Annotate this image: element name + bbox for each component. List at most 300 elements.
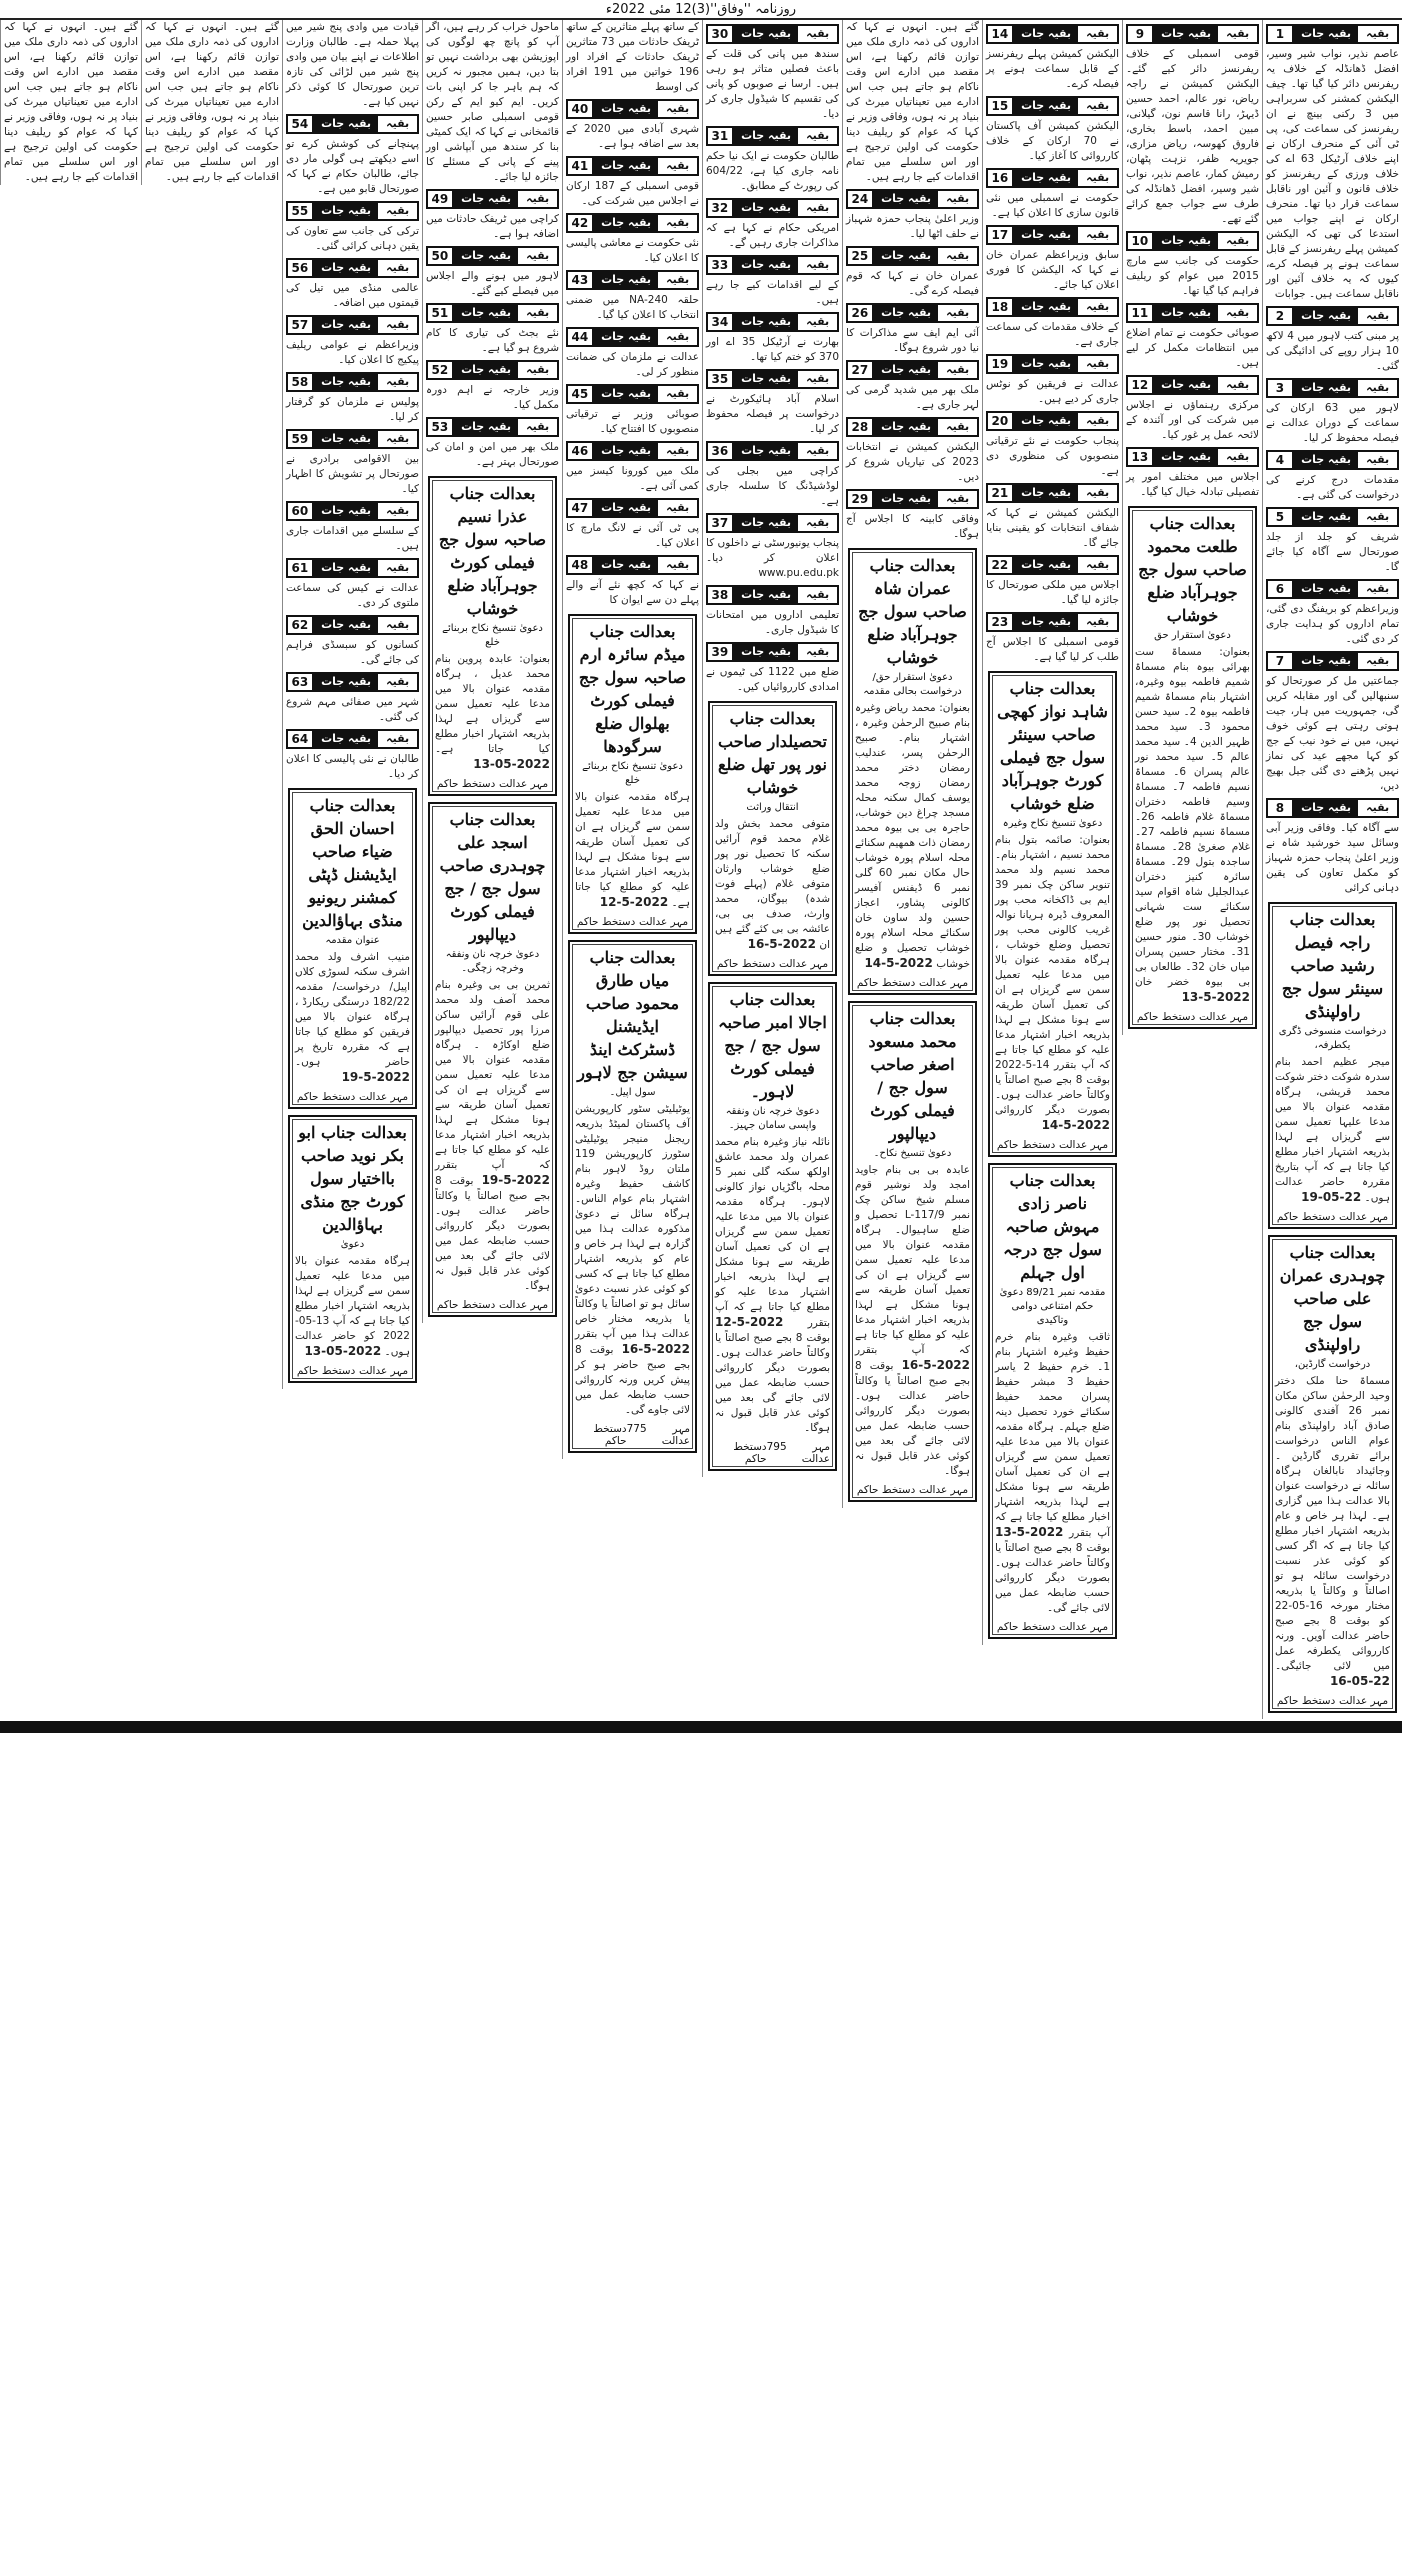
judge-signature-label: دستخط حاکم [576, 916, 636, 928]
continuation-text: تعلیمی اداروں میں امتحانات کا شیڈول جاری۔ [706, 609, 839, 636]
continued-label: بقیہ [798, 200, 837, 216]
continuations-label: بقیہ جات [1154, 305, 1219, 321]
court-notice-tehsildar [708, 701, 837, 976]
continued-label: بقیہ [1218, 26, 1257, 42]
court-notice-case-type: مقدمہ نمبر 89/21 دعویٰ حکم امتناعی دوامی وتاکیدی [999, 1287, 1106, 1326]
court-notice-date: 13-05-2022 [473, 757, 550, 771]
continuations-label: بقیہ جات [734, 644, 799, 660]
judge-signature-label: دستخط حاکم [996, 1139, 1056, 1151]
continuations-label: بقیہ جات [874, 362, 939, 378]
continuation-text: طالبان حکومت نے ایک نیا حکم نامہ جاری کیا ہے، 604/22 کی رپورٹ کے مطابق۔ [706, 150, 839, 192]
continued-label: بقیہ [378, 260, 417, 276]
court-notice-signature [855, 977, 970, 989]
continued-label: بقیہ [798, 314, 837, 330]
continuation-number: 30 [708, 26, 734, 42]
continued-label: بقیہ [1078, 26, 1117, 42]
court-notice-title: بعدالت جناب محمد مسعود اصغر صاحب سول جج / فیملی کورٹ دیپالپور [868, 1009, 957, 1143]
continuations-label: بقیہ جات [454, 248, 519, 264]
continuation-block [426, 303, 559, 356]
continued-label: بقیہ [1358, 653, 1397, 669]
continuation-text: آئی ایم ایف سے مذاکرات کا نیا دور شروع ہوگا۔ [846, 327, 979, 354]
continuation-text: قومی اسمبلی کا اجلاس آج طلب کر لیا گیا ہے۔ [986, 636, 1119, 663]
continuation-number: 63 [288, 674, 314, 690]
continuation-header [986, 297, 1119, 317]
continuations-label: بقیہ جات [314, 431, 379, 447]
continuations-label: بقیہ جات [734, 587, 799, 603]
continuation-number: 52 [428, 362, 454, 378]
continuation-text: کسانوں کو سبسڈی فراہم کی جائے گی۔ [286, 639, 419, 666]
continuations-label: بقیہ جات [1154, 449, 1219, 465]
continuations-label: بقیہ جات [874, 419, 939, 435]
continuation-header [566, 327, 699, 347]
continued-label: بقیہ [658, 158, 697, 174]
continuation-number: 26 [848, 305, 874, 321]
continuation-header [426, 303, 559, 323]
continuation-block [286, 615, 419, 668]
continued-label: بقیہ [658, 500, 697, 516]
continuation-header [706, 513, 839, 533]
continuation-header [1266, 306, 1399, 326]
continuation-number: 42 [568, 215, 594, 231]
continuation-header [286, 729, 419, 749]
continued-label: بقیہ [378, 374, 417, 390]
court-notice-title: بعدالت جناب میڈم سائرہ ارم صاحبہ سول جج فیملی کورٹ بھلوال ضلع سرگودھا [578, 622, 687, 756]
continuation-header [706, 126, 839, 146]
continuation-number: 35 [708, 371, 734, 387]
judge-signature-label: دستخط حاکم [856, 1484, 916, 1496]
continuation-text: وزیر اعلیٰ پنجاب حمزہ شہباز نے حلف اٹھا لیا۔ [846, 213, 979, 240]
continuation-header [846, 303, 979, 323]
judge-signature-label: دستخط حاکم [296, 1091, 356, 1103]
continuation-header [566, 441, 699, 461]
continued-label: بقیہ [378, 503, 417, 519]
court-notice-signature [435, 778, 550, 790]
continuation-header [706, 369, 839, 389]
masthead [0, 0, 1402, 20]
continuation-header [986, 411, 1119, 431]
court-notice-ujala-amber [708, 982, 837, 1471]
continuation-header [426, 189, 559, 209]
continuations-label: بقیہ جات [874, 305, 939, 321]
court-notice-signature [295, 1365, 410, 1377]
continuation-block [986, 297, 1119, 350]
court-notice-date: 12-5-2022 [599, 895, 669, 909]
continuation-block [1266, 306, 1399, 374]
continuation-text: کراچی میں بجلی کی لوڈشیڈنگ کا سلسلہ جاری ہے۔ [706, 465, 839, 507]
continuation-text: شہری آبادی میں 2020 کے بعد سے اضافہ ہوا ہے۔ [566, 123, 699, 150]
continuation-number: 41 [568, 158, 594, 174]
continued-label: بقیہ [1358, 380, 1397, 396]
continuations-label: بقیہ جات [594, 443, 659, 459]
continuation-number: 21 [988, 485, 1014, 501]
continuation-header [1266, 450, 1399, 470]
continuations-label: بقیہ جات [314, 674, 379, 690]
court-notice-case-type: دعویٰ خرچہ نان ونفقہ واپسی سامان جہیز۔ [725, 1106, 820, 1131]
continuation-header [566, 384, 699, 404]
continuation-header [1126, 447, 1259, 467]
continued-label: بقیہ [378, 617, 417, 633]
column-7 [422, 20, 562, 1323]
column-3 [982, 20, 1122, 1645]
continuation-text: سابق وزیراعظم عمران خان نے کہا کہ الیکشن کا فوری اعلان کیا جائے۔ [986, 249, 1119, 291]
court-notice-title: بعدالت جناب چوہدری عمران علی صاحب سول جج راولپنڈی [1279, 1243, 1386, 1354]
continuation-header [1126, 24, 1259, 44]
continued-label: بقیہ [1078, 227, 1117, 243]
continuation-number: 58 [288, 374, 314, 390]
continuation-header [986, 225, 1119, 245]
continuation-text: کے سلسلے میں اقدامات جاری ہیں۔ [286, 525, 419, 552]
continuation-number: 24 [848, 191, 874, 207]
court-notice-closing: بوقت 8 بجے صبح اصالتاً یا وکالتاً حاضر عدالت ہوں۔ بصورت دیگر کارروائی حسب ضابطہ عمل میں لائی جائے گی۔ [995, 1542, 1110, 1614]
continuation-block [286, 501, 419, 554]
continuations-label: بقیہ جات [594, 272, 659, 288]
court-notice-masood-asghar [848, 1001, 977, 1502]
continuation-text: لاہور میں 63 ارکان کی سماعت کے دوران عدالت نے فیصلہ محفوظ کر لیا۔ [1266, 402, 1399, 444]
court-seal-label: مہر عدالت [1339, 1211, 1389, 1223]
continued-label: بقیہ [378, 560, 417, 576]
court-notice-date: 16-5-2022 [901, 1358, 970, 1372]
continued-label: بقیہ [1218, 449, 1257, 465]
continuations-label: بقیہ جات [1014, 557, 1079, 573]
continuation-number: 31 [708, 128, 734, 144]
continuation-block [706, 198, 839, 251]
judge-signature-label: دستخط حاکم [436, 1299, 496, 1311]
masthead-title: روزنامہ ''وفاق''(3)12 مئی 2022ء [605, 2, 797, 17]
court-notice-signature [295, 1091, 410, 1103]
continuation-block [566, 270, 699, 323]
continuation-text: الیکشن کمیشن نے انتخابات 2023 کی تیاریاں شروع کر دیں۔ [846, 441, 979, 483]
court-seal-label: مہر عدالت [1059, 1139, 1109, 1151]
continuation-block [566, 384, 699, 437]
continued-label: بقیہ [658, 329, 697, 345]
continuation-header [1266, 507, 1399, 527]
continued-label: بقیہ [1078, 485, 1117, 501]
court-notice-case-type: دعویٰ [340, 1239, 365, 1250]
continuation-number: 20 [988, 413, 1014, 429]
court-notice-body: مسماۃ حنا ملک دختر وحید الرحمٰن ساکن مکان نمبر 26 آفندی کالونی صادق آباد راولپنڈی بنام عوام الناس درخواست برائے تقرری گارڈین ۔ وجائیداد نابالغان ہرگاہ سائلہ نے درخواست عنوان بالا عدالت ہذا میں گزاری ہے۔ لہذا ہر خاص و عام بذریعہ اشتہار اخبار مطلع کیا جاتا ہے کہ اگر کسی کو کوئی عذر نسبت درخواست سائلہ ہو تو اصالتاً و وکالتاً یا بذریعہ مختار مورخہ 16-05-22 کو بوقت 8 بجے صبح حاضر عدالت آویں۔ ورنہ کارروائی یکطرفہ عمل میں لائی جائیگی۔ 16-05-22 [1275, 1375, 1391, 1688]
continuations-label: بقیہ جات [1154, 233, 1219, 249]
continuation-number: 33 [708, 257, 734, 273]
continuation-number: 57 [288, 317, 314, 333]
continuations-label: بقیہ جات [1294, 380, 1359, 396]
continuation-header [286, 558, 419, 578]
continued-label: بقیہ [798, 587, 837, 603]
continuation-header [426, 417, 559, 437]
continuation-number: 4 [1268, 452, 1294, 468]
continuation-block [706, 642, 839, 695]
article-text: کے ساتھ پہلے متاثرین کے ساتھ ٹریفک حادثات میں 73 متاثرین ٹریفک حادثات کے افراد اور 196 خواتین میں 191 افراد کی اوسط [566, 21, 699, 93]
continued-label: بقیہ [1358, 26, 1397, 42]
continuation-text: ترکی کی جانب سے تعاون کی یقین دہانی کرائی گئی۔ [286, 225, 419, 252]
continuation-block [286, 672, 419, 725]
column-9 [141, 20, 282, 185]
continuation-number: 7 [1268, 653, 1294, 669]
continuation-header [566, 498, 699, 518]
continuation-text: حکومت کی جانب سے مارچ 2015 میں عوام کو ریلیف فراہم کیا گیا تھا۔ [1126, 255, 1259, 297]
continuation-number: 47 [568, 500, 594, 516]
continued-label: بقیہ [1358, 800, 1397, 816]
court-notice-title: بعدالت جناب احسان الحق ضیاء صاحب ایڈیشنل ڈپٹی کمشنر ریونیو منڈی بہاؤالدین [302, 796, 403, 930]
continuations-label: بقیہ جات [874, 491, 939, 507]
continuation-block [286, 429, 419, 497]
continuation-block [846, 303, 979, 356]
continuation-block [1266, 507, 1399, 575]
continued-label: بقیہ [938, 362, 977, 378]
continuation-number: 9 [1128, 26, 1154, 42]
continuations-label: بقیہ جات [314, 617, 379, 633]
continued-label: بقیہ [1358, 452, 1397, 468]
continuation-text: اجلاس میں ملکی صورتحال کا جائزہ لیا گیا۔ [986, 579, 1119, 606]
continuation-header [1126, 375, 1259, 395]
continued-label: بقیہ [518, 362, 557, 378]
continued-label: بقیہ [1218, 233, 1257, 249]
court-notice-body: بعنوان: صائمہ بتول بنام محمد نسیم ، اشتہار بنام۔ محمد نسیم ولد محمد تنویر ساکن چک نمبر 39 ایم بی ڈاکخانہ محب پور المعروف ڈیرہ ہریانا نوالہ غریب کالونی محب پور تحصیل وضلع خوشاب ، ہرگاہ مقدمہ عنوان بالا میں مدعا علیہ تعمیل سمن سے گریزاں ہے ان کی تعمیل آسان طریقہ سے ہونا مشکل ہے لہذا بذریعہ اخبار اشتہار مدعا علیہ کو مطلع کیا جاتا ہے کہ آپ بتقرر 14-5-2022 بوقت 8 بجے صبح اصالتاً یا وکالتاً حاضر عدالت ہوں۔ بصورت دیگر کارروائی 14-5-2022 [995, 834, 1110, 1132]
continuation-block [1126, 375, 1259, 443]
continuation-number: 49 [428, 191, 454, 207]
continuation-text: شریف کو جلد از جلد صورتحال سے آگاہ کیا جائے گا۔ [1266, 531, 1399, 573]
continuation-block [846, 417, 979, 485]
continuation-block [1266, 378, 1399, 446]
continuation-text: مرکزی رہنماؤں نے اجلاس میں شرکت کی اور آئندہ کے لائحہ عمل پر غور کیا۔ [1126, 399, 1259, 441]
continuation-header [846, 246, 979, 266]
continuation-text: الیکشن کمیشن آف پاکستان نے 70 ارکان کے خلاف کارروائی کا آغاز کیا۔ [986, 120, 1119, 162]
continued-label: بقیہ [658, 101, 697, 117]
continuation-text: نے کہا کہ کچھ نئے آنے والے پہلے دن سے ایوان کا [566, 579, 699, 606]
continuation-header [1126, 303, 1259, 323]
continuations-label: بقیہ جات [1294, 800, 1359, 816]
continuations-label: بقیہ جات [1014, 98, 1079, 114]
court-seal-label: مہر عدالت [1339, 1695, 1389, 1707]
court-notice-closing: بوقت 8 بجے صبح اصالتاً یا وکالتاً حاضر عدالت ہوں۔ بصورت دیگر کارروائی حسب ضابطہ عمل میں لائی جائے گی بعد میں کوئی عذر قابل قبول نہ ہوگا۔ [435, 1175, 550, 1292]
continuation-text: صوبائی وزیر نے ترقیاتی منصوبوں کا افتتاح کیا۔ [566, 408, 699, 435]
article-text: قیادت میں وادی پنج شیر میں پہلا حملہ ہے۔ طالبان وزارت اطلاعات نے اپنے بیان میں وادی پنج شیر میں لڑائی کی تازہ ترین صورتحال کا کوئی ذکر نہیں کیا ہے۔ [286, 21, 419, 108]
continuation-block [1126, 447, 1259, 500]
court-notice-date: 19-5-2022 [481, 1173, 550, 1187]
court-notice-date: 19-05-22 [1301, 1190, 1362, 1204]
continuation-header [286, 315, 419, 335]
continuation-text: سے آگاہ کیا۔ وفاقی وزیر آبی وسائل سید خورشید شاہ نے وزیر اعلیٰ پنجاب حمزہ شہباز کو مکمل تعاون کی یقین دہانی کرائی [1266, 822, 1399, 894]
continuations-label: بقیہ جات [314, 260, 379, 276]
continuation-block [846, 360, 979, 413]
continuation-text: الیکشن کمیشن نے کہا کہ شفاف انتخابات کو یقینی بنایا جائے گا۔ [986, 507, 1119, 549]
continued-label: بقیہ [658, 272, 697, 288]
continuation-number: 54 [288, 116, 314, 132]
continuation-block [986, 168, 1119, 221]
court-notice-signature [435, 1299, 550, 1311]
continuation-number: 53 [428, 419, 454, 435]
continuation-header [1266, 651, 1399, 671]
court-notice-case-type: دعویٰ تنسیخ نکاح بربنائے خلع [442, 623, 543, 648]
continued-label: بقیہ [798, 443, 837, 459]
continuations-label: بقیہ جات [1014, 170, 1079, 186]
continuation-block [846, 246, 979, 299]
continuation-number: 37 [708, 515, 734, 531]
court-seal-label: مہر عدالت [499, 1299, 549, 1311]
continuation-number: 23 [988, 614, 1014, 630]
continuation-number: 64 [288, 731, 314, 747]
court-notice-title: بعدالت جناب میاں طارق محمود صاحب ایڈیشنل ڈسٹرکٹ اینڈ سیشن جج لاہور [577, 948, 688, 1082]
continued-label: بقیہ [378, 317, 417, 333]
court-notice-closing: بوقت 8 بجے صبح حاضر ہو کر پیش کریں ورنہ کارروائی حسب ضابطہ عمل میں لائی جاوے گی۔ [575, 1344, 690, 1416]
court-notice-signature [715, 1441, 830, 1465]
court-notice-body: ثمرین بی بی وغیرہ بنام محمد آصف ولد محمد علی قوم آرائیں ساکن مرزا پور تحصیل دیپالپور ضلع اوکاڑہ ۔ ہرگاہ مقدمہ عنوان بالا میں مدعا علیہ تعمیل سمن سے گریزاں ہے ان کی تعمیل آسان طریقہ سے ہونا مشکل ہے لہذا بذریعہ اخبار اشتہار مدعا علیہ کو مطلع کیا جاتا ہے کہ آپ بتقرر 19-5-2022 بوقت 8 بجے صبح اصالتاً یا وکالتاً حاضر عدالت ہوں۔ بصورت دیگر کارروائی حسب ضابطہ عمل میں لائی جائے گی بعد میں کوئی عذر قابل قبول نہ ہوگا۔ [435, 979, 550, 1292]
continuations-label: بقیہ جات [734, 200, 799, 216]
continuations-label: بقیہ جات [1294, 509, 1359, 525]
continuation-text: قومی اسمبلی کے خلاف ریفرنسز دائر کیے گئے۔ الیکشن کمیشن نے راجہ ریاض، نور عالم، احمد حسین ڈیہڑ، رانا قاسم نون، گیلانی، مبین احمد، باسط بخاری، فاروق کھوسہ، ریاض مزاری، جویریہ ظفر، نزہت پٹھان، رمیش کمار، عاصم نذیر، نواب شیر وسیر، افضل ڈھانڈلہ کی طرف سے جواب جمع کرائے گئے تھے۔ [1126, 48, 1259, 225]
court-notice-body: ہرگاہ مقدمہ عنوان بالا میں مدعا علیہ تعمیل سمن سے گریزاں ہے ان کی تعمیل آسان طریقہ سے ہونا مشکل ہے لہذا بذریعہ اخبار اشتہار مدعا علیہ کو مطلع کیا جاتا ہے۔ 12-5-2022 [575, 791, 690, 909]
continuations-label: بقیہ جات [454, 305, 519, 321]
continuations-label: بقیہ جات [314, 203, 379, 219]
continuation-number: 44 [568, 329, 594, 345]
continuation-number: 10 [1128, 233, 1154, 249]
continuation-block [1126, 231, 1259, 299]
column-8 [282, 20, 422, 1389]
continuation-text: نئے بجٹ کی تیاری کا کام شروع ہو گیا ہے۔ [426, 327, 559, 354]
continued-label: بقیہ [938, 191, 977, 207]
continuations-label: بقیہ جات [314, 503, 379, 519]
continuation-text: بھارت نے آرٹیکل 35 اے اور 370 کو ختم کیا تھا۔ [706, 336, 839, 363]
continuation-text: عمران خان نے کہا کہ قوم فیصلہ کرے گی۔ [846, 270, 979, 297]
continuation-number: 18 [988, 299, 1014, 315]
continuation-block [706, 513, 839, 581]
court-notice-title: بعدالت جناب عذرا نسیم صاحبہ سول جج فیملی کورٹ جوہرآباد ضلع خوشاب [438, 484, 547, 618]
court-notice-case-type: دعویٰ تنسیخ نکاح بربنائے خلع [582, 761, 683, 786]
continuation-text: پہنچانے کی کوشش کرے تو اسے دیکھتے ہی گولی مار دی جائے، طالبان حکام نے کہا کہ صورتحال قابو میں ہے۔ [286, 138, 419, 195]
continuation-block [566, 441, 699, 494]
continuation-block [286, 258, 419, 311]
continuation-text: صوبائی حکومت نے تمام اضلاع میں انتظامات مکمل کر لیے ہیں۔ [1126, 327, 1259, 369]
court-notice-title: بعدالت جناب اسجد علی چوہدری صاحب سول جج / جج فیملی کورٹ دیپالپور [439, 810, 546, 944]
continuations-label: بقیہ جات [594, 329, 659, 345]
continuations-label: بقیہ جات [1014, 485, 1079, 501]
continuations-label: بقیہ جات [314, 560, 379, 576]
continuation-text: عاصم نذیر، نواب شیر وسیر، افضل ڈھانڈلہ کے خلاف یہ ریفرنس دائر کیا گیا تھا۔ چیف الیکشن کمشنر کی سربراہی میں 3 رکنی بینچ نے ان ریفرنسز کی سماعت کی، پی ٹی آئی کے منحرف ارکان نے اپنے خلاف آرٹیکل 63 اے کی خلاف ورزی کے ریفرنسز کو خلاف قانون و آئین اور ناقابل سماعت قرار دیا تھا۔ منحرف ارکان نے اپنے جواب میں استدعا کی تھی کہ الیکشن کمیشن پہلے ریفرنسز کے قابل سماعت ہونے پر فیصلہ کرے، کیوں کہ یہ خلاف آئین اور ناقابل سماعت ہیں۔ جوابات [1266, 48, 1399, 300]
continuations-label: بقیہ جات [1294, 308, 1359, 324]
court-notice-body: بعنوان: عابدہ پروین بنام محمد عدیل ، ہرگاہ مقدمہ عنوان بالا میں مدعا علیہ تعمیل سمن سے گریزاں ہے لہذا بذریعہ اشتہار اخبار مطلع کیا جاتا ہے۔ 13-05-2022 [435, 653, 550, 771]
continuation-number: 45 [568, 386, 594, 402]
continued-label: بقیہ [378, 431, 417, 447]
court-notice-shahid-nawaz [988, 671, 1117, 1157]
court-notice-signature [575, 916, 690, 928]
continuations-label: بقیہ جات [734, 257, 799, 273]
court-notice-case-type: دعویٰ تنسیخ نکاح وغیرہ [1002, 818, 1103, 829]
continuation-number: 29 [848, 491, 874, 507]
continuation-header [286, 114, 419, 134]
continuation-number: 55 [288, 203, 314, 219]
continuation-text: ضلع میں 1122 کی ٹیموں نے امدادی کارروائیاں کیں۔ [706, 666, 839, 693]
column-6 [562, 20, 702, 1459]
continuations-label: بقیہ جات [594, 557, 659, 573]
court-notice-title: بعدالت جناب تحصیلدار صاحب نور پور تھل ضلع خوشاب [718, 709, 827, 797]
continuations-label: بقیہ جات [734, 314, 799, 330]
court-seal-label: مہر عدالت [1059, 1621, 1109, 1633]
continuations-label: بقیہ جات [594, 101, 659, 117]
article-text: گئے ہیں۔ انہوں نے کہا کہ اداروں کی ذمہ داری ملک میں توازن قائم رکھنا ہے، اس مقصد میں ادارے اس وقت ناکام ہو جاتے ہیں جب اس ادارے میں تعیناتیاں میرٹ کی بنیاد پر نہ ہوں، وفاقی وزیر نے کہا کہ عوام کو ریلیف دینا حکومت کی اولین ترجیح ہے اور اس سلسلے میں تمام اقدامات کیے جا رہے ہیں۔ [846, 21, 979, 183]
continuation-text: طالبان نے نئی پالیسی کا اعلان کر دیا۔ [286, 753, 419, 780]
court-notice-talat-mehmood [1128, 506, 1257, 1029]
continuation-header [706, 312, 839, 332]
continuation-header [286, 501, 419, 521]
continuation-block [706, 441, 839, 509]
continuation-number: 28 [848, 419, 874, 435]
continuation-number: 32 [708, 200, 734, 216]
court-notice-body: یوٹیلیٹی سٹور کارپوریشن آف پاکستان لمیٹڈ بذریعہ ریجنل منیجر یوٹیلیٹی سٹورز کارپوریشن 119 ملتان روڈ لاہور بنام کاشف حفیظ وغیرہ اشتہار بنام عوام الناس۔ ہرگاہ سائل نے دعویٰ مذکورہ عدالت ہذا میں گزارہ ہے لہذا ہر خاص و عام کو بذریعہ اشتہار مطلع کیا جاتا ہے کہ کسی کو کوئی عذر نسبت دعویٰ سائل ہو تو اصالتاً یا وکالتاً یا بذریعہ مختار خاص عدالت ہذا میں آپ بتقرر 16-5-2022 بوقت 8 بجے صبح حاضر ہو کر پیش کریں ورنہ کارروائی حسب ضابطہ عمل میں لائی جاوے گی۔ [575, 1103, 690, 1416]
continuation-header [1266, 378, 1399, 398]
court-notice-zahid-nawaz-mandi [288, 1115, 417, 1383]
continued-label: بقیہ [938, 491, 977, 507]
continuation-header [286, 201, 419, 221]
continuation-block [286, 372, 419, 425]
continuation-number: 6 [1268, 581, 1294, 597]
column-2 [1122, 20, 1262, 1035]
continuation-block [706, 312, 839, 365]
court-notice-title: بعدالت جناب اجالا امبر صاحبہ سول جج / جج فیملی کورٹ لاہور۔ [718, 990, 827, 1101]
continuation-text: عالمی منڈی میں تیل کی قیمتوں میں اضافہ۔ [286, 282, 419, 309]
continuation-text: قومی اسمبلی کے 187 ارکان نے اجلاس میں شرکت کی۔ [566, 180, 699, 207]
continuation-number: 17 [988, 227, 1014, 243]
continuation-number: 13 [1128, 449, 1154, 465]
continuation-header [286, 672, 419, 692]
court-notice-body: بعنوان: مسماۃ ست بھرائی بیوہ بنام مسماۃ شمیم فاطمہ بیوہ وغیرہ، اشتہار بنام مسماۃ شمیم فاطمہ بیوہ 2۔ سید حسن محمود 3۔ سید محمد ظہیر الدین 4۔ سید محمد عالم 5۔ سید محمد نور عالم پسران 6۔ مسماۃ نسیم فاطمہ 7۔ مسماۃ وسیم فاطمہ دختران مسماۃ غلام فاطمہ 26۔ مسماۃ نسیم فاطمہ 27۔ غلام صغریٰ 28۔ مسماۃ ساجدہ بتول 29۔ مسماۃ سائرہ کنیز دختران عبدالجلیل شاہ اقوام سید سکنائے ست شہانی تحصیل نور پور ضلع خوشاب 30۔ منور حسین 31۔ مختار حسین پسران میاں خان 32۔ طالعاں بی بی بیوہ خضر خان 13-5-2022 [1135, 646, 1251, 1004]
article-text: گئے ہیں۔ انہوں نے کہا کہ اداروں کی ذمہ داری ملک میں توازن قائم رکھنا ہے، اس مقصد میں ادارے اس وقت ناکام ہو جاتے ہیں جب اس ادارے میں تعیناتیاں میرٹ کی بنیاد پر نہ ہوں، وفاقی وزیر نے کہا کہ عوام کو ریلیف دینا حکومت کی اولین ترجیح ہے اور اس سلسلے میں تمام اقدامات کیے جا رہے ہیں۔ [4, 21, 138, 183]
continuation-header [426, 246, 559, 266]
continuation-number: 51 [428, 305, 454, 321]
continuation-text: وزیراعظم کو بریفنگ دی گئی، تمام اداروں کو ہدایت جاری کر دی گئی۔ [1266, 603, 1399, 645]
continuation-text: وزیر خارجہ نے اہم دورہ مکمل کیا۔ [426, 384, 559, 411]
continued-label: بقیہ [798, 257, 837, 273]
continuation-block [566, 555, 699, 608]
continuations-label: بقیہ جات [734, 515, 799, 531]
court-notice-title: بعدالت جناب راجہ فیصل رشید صاحب سینئر سول جج راولپنڈی [1281, 910, 1384, 1021]
continuations-label: بقیہ جات [1014, 26, 1079, 42]
court-notice-signature [1275, 1211, 1390, 1223]
court-notice-raja-faisal [1268, 902, 1397, 1229]
continuation-block [426, 189, 559, 242]
continuation-text: عدالت نے کیس کی سماعت ملتوی کر دی۔ [286, 582, 419, 609]
court-notice-date: 16-5-2022 [747, 937, 817, 951]
continuation-block [426, 360, 559, 413]
continuation-header [566, 213, 699, 233]
judge-signature-label: دستخط حاکم [593, 1423, 627, 1447]
continuation-header [566, 99, 699, 119]
continued-label: بقیہ [1078, 614, 1117, 630]
court-notice-closing: بوقت 8 بجے صبح اصالتاً یا وکالتاً حاضر عدالت ہوں۔ بصورت دیگر کارروائی حسب ضابطہ عمل میں لائی جائے گی بعد میں کوئی عذر قابل قبول نہ ہوگا۔ [855, 1360, 970, 1477]
continuations-label: بقیہ جات [1014, 356, 1079, 372]
court-notice-title: بعدالت جناب شاہد نواز کھچی صاحب سینئر سول جج فیملی کورٹ جوہرآباد ضلع خوشاب [997, 679, 1108, 813]
continuation-text: عدالت نے فریقین کو نوٹس جاری کر دیے ہیں۔ [986, 378, 1119, 405]
continuation-block [286, 315, 419, 368]
continuation-number: 38 [708, 587, 734, 603]
continuation-number: 1 [1268, 26, 1294, 42]
continuation-header [986, 168, 1119, 188]
continued-label: بقیہ [938, 305, 977, 321]
continuation-block [566, 327, 699, 380]
continuation-text: پنجاب حکومت نے نئے ترقیاتی منصوبوں کی منظوری دی ہے۔ [986, 435, 1119, 477]
continuation-text: عدالت نے ملزمان کی ضمانت منظور کر لی۔ [566, 351, 699, 378]
court-notice-date: 16-05-22 [1329, 1674, 1390, 1688]
continuation-text: پر مبنی کتب لاہور میں 4 لاکھ 10 ہزار روپے کی ادائیگی کی گئی۔ [1266, 330, 1399, 372]
continuation-header [286, 258, 419, 278]
continuation-number: 56 [288, 260, 314, 276]
footer-bar [0, 1721, 1402, 1733]
continuation-header [706, 24, 839, 44]
continuation-header [986, 555, 1119, 575]
continuation-block [1266, 579, 1399, 647]
continuation-number: 60 [288, 503, 314, 519]
court-notice-case-type: سول اپیل۔ [609, 1087, 656, 1098]
continuation-text: وفاقی کابینہ کا اجلاس آج ہوگا۔ [846, 513, 979, 540]
continuation-number: 59 [288, 431, 314, 447]
